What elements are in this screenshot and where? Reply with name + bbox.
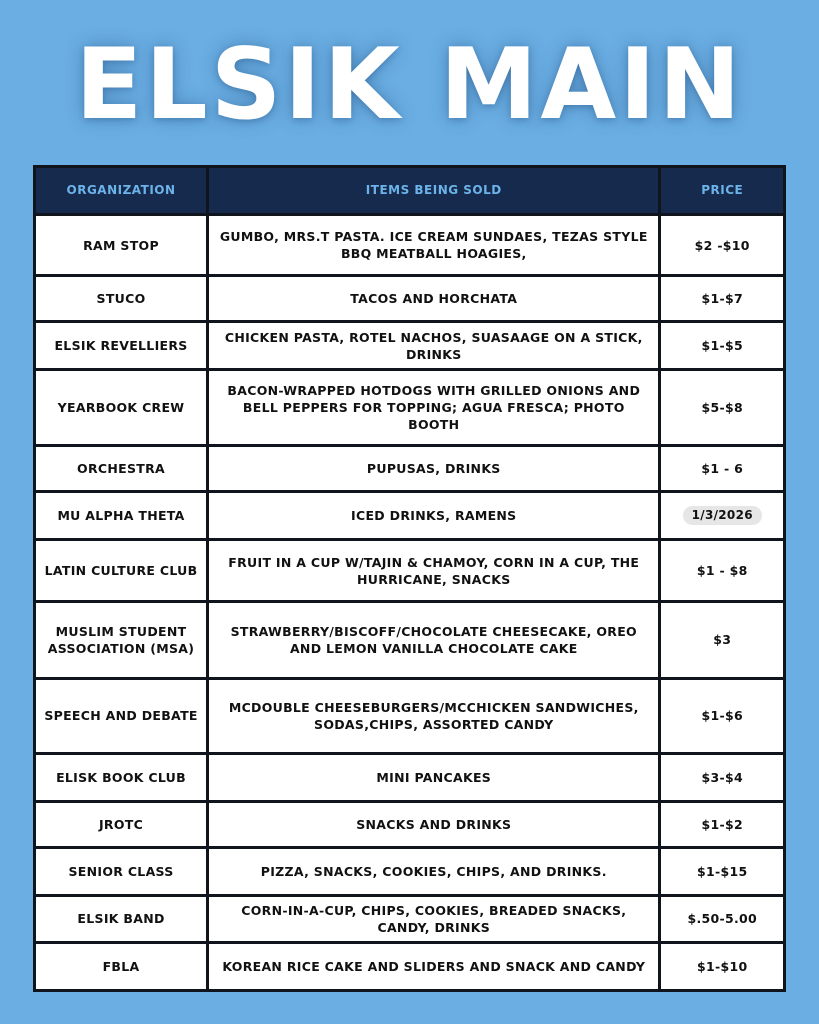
table-row: [35, 801, 785, 847]
table-row: [35, 215, 785, 276]
items-cell: PUPUSAS, DRINKS: [208, 446, 660, 492]
table-row: [35, 370, 785, 446]
items-cell: KOREAN RICE CAKE AND SLIDERS AND SNACK AND CANDY: [208, 942, 660, 990]
price-cell: $1-$7: [660, 276, 785, 322]
organization-cell: MUSLIM STUDENT ASSOCIATION (MSA): [35, 602, 208, 678]
date-chip: 1/3/2026: [683, 506, 762, 525]
price-cell: $5-$8: [660, 370, 785, 446]
organization-cell: MU ALPHA THETA: [35, 492, 208, 540]
table-header-row: [35, 167, 785, 215]
price-cell: $3: [660, 602, 785, 678]
organization-cell: FBLA: [35, 942, 208, 990]
price-cell: $1-$15: [660, 847, 785, 895]
price-cell: $1 - 6: [660, 446, 785, 492]
organization-cell: ELSIK REVELLIERS: [35, 322, 208, 370]
organization-cell: ORCHESTRA: [35, 446, 208, 492]
items-cell: PIZZA, SNACKS, COOKIES, CHIPS, AND DRINKS.: [208, 847, 660, 895]
table-row: [35, 942, 785, 990]
header-organization: ORGANIZATION: [35, 167, 208, 215]
items-cell: GUMBO, MRS.T PASTA. ICE CREAM SUNDAES, TEZAS STYLE BBQ MEATBALL HOAGIES,: [208, 215, 660, 276]
table-row: [35, 895, 785, 942]
price-cell: $3-$4: [660, 753, 785, 801]
items-cell: MCDOUBLE CHEESEBURGERS/MCCHICKEN SANDWICHES, SODAS,CHIPS, ASSORTED CANDY: [208, 678, 660, 753]
organization-cell: STUCO: [35, 276, 208, 322]
table-row: [35, 847, 785, 895]
organization-cell: RAM STOP: [35, 215, 208, 276]
organization-cell: ELSIK BAND: [35, 895, 208, 942]
table-row: [35, 276, 785, 322]
table-row: [35, 322, 785, 370]
table-row: [35, 446, 785, 492]
price-cell: $2 -$10: [660, 215, 785, 276]
table-row: [35, 540, 785, 602]
price-cell: $1-$10: [660, 942, 785, 990]
organization-cell: LATIN CULTURE CLUB: [35, 540, 208, 602]
table-row: [35, 753, 785, 801]
items-cell: CHICKEN PASTA, ROTEL NACHOS, SUASAAGE ON A STICK, DRINKS: [208, 322, 660, 370]
items-cell: STRAWBERRY/BISCOFF/CHOCOLATE CHEESECAKE, OREO AND LEMON VANILLA CHOCOLATE CAKE: [208, 602, 660, 678]
vendor-table: [33, 165, 786, 992]
organization-cell: YEARBOOK CREW: [35, 370, 208, 446]
header-items: ITEMS BEING SOLD: [208, 167, 660, 215]
price-cell: $.50-5.00: [660, 895, 785, 942]
price-cell: $1-$6: [660, 678, 785, 753]
table-row: [35, 678, 785, 753]
organization-cell: ELISK BOOK CLUB: [35, 753, 208, 801]
organization-cell: JROTC: [35, 801, 208, 847]
items-cell: FRUIT IN A CUP W/TAJIN & CHAMOY, CORN IN A CUP, THE HURRICANE, SNACKS: [208, 540, 660, 602]
organization-cell: SPEECH AND DEBATE: [35, 678, 208, 753]
organization-cell: SENIOR CLASS: [35, 847, 208, 895]
price-cell: [660, 492, 785, 540]
page-title: ELSIK MAIN: [75, 28, 744, 142]
price-cell: $1-$5: [660, 322, 785, 370]
items-cell: SNACKS AND DRINKS: [208, 801, 660, 847]
items-cell: CORN-IN-A-CUP, CHIPS, COOKIES, BREADED SNACKS, CANDY, DRINKS: [208, 895, 660, 942]
table-row: [35, 492, 785, 540]
items-cell: MINI PANCAKES: [208, 753, 660, 801]
header-price: PRICE: [660, 167, 785, 215]
price-cell: $1-$2: [660, 801, 785, 847]
items-cell: TACOS AND HORCHATA: [208, 276, 660, 322]
price-cell: $1 - $8: [660, 540, 785, 602]
items-cell: ICED DRINKS, RAMENS: [208, 492, 660, 540]
table-row: [35, 602, 785, 678]
items-cell: BACON-WRAPPED HOTDOGS WITH GRILLED ONIONS AND BELL PEPPERS FOR TOPPING; AGUA FRESCA; PHOTO BOOTH: [208, 370, 660, 446]
